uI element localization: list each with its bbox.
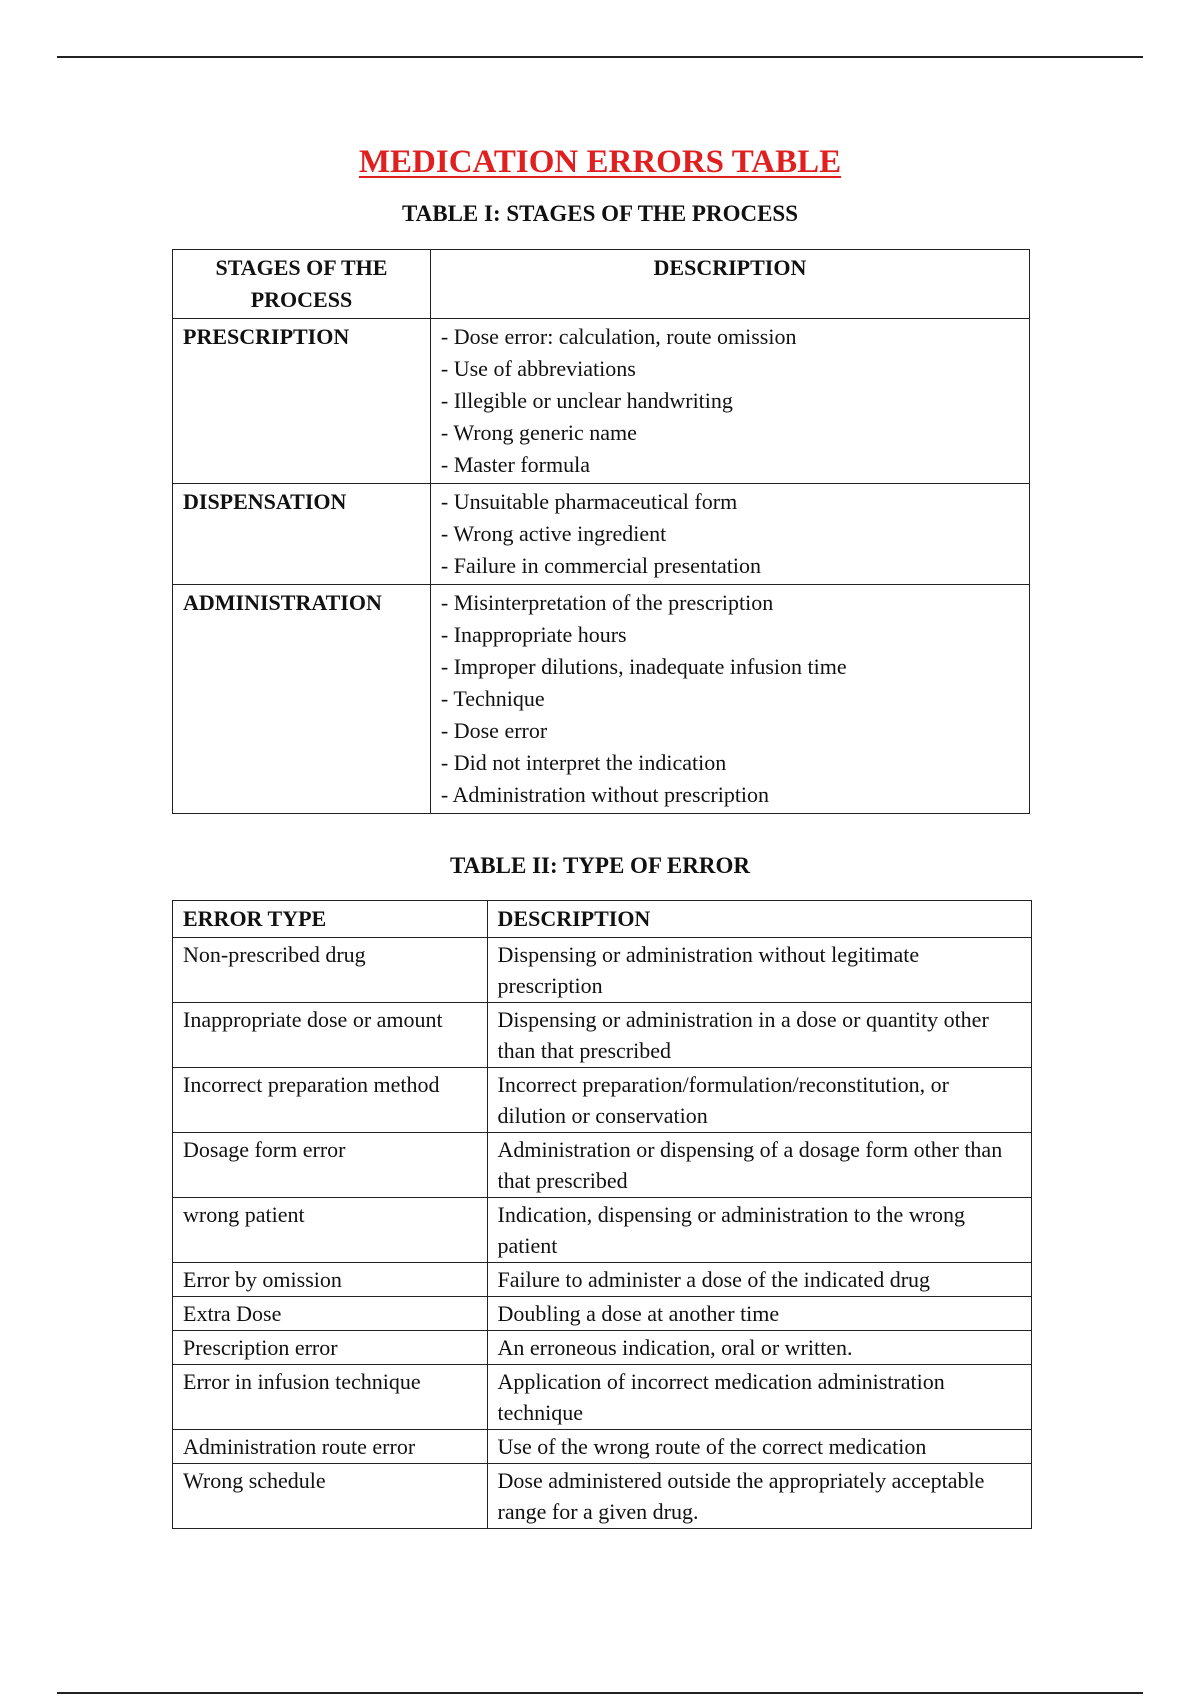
table-row	[173, 1464, 1032, 1529]
table-row	[173, 319, 1030, 484]
description-item: - Administration without prescription	[440, 782, 770, 807]
stages-table	[172, 249, 1030, 814]
table-row	[173, 585, 1030, 814]
error-description-cell: Incorrect preparation/formulation/reconstitution, or dilution or conservation	[487, 1068, 1031, 1133]
error-description-cell: Dispensing or administration in a dose or quantity other than that prescribed	[487, 1003, 1031, 1068]
table-header-row	[173, 901, 1032, 938]
description-cell	[430, 585, 1029, 814]
table-1-caption: TABLE I: STAGES OF THE PROCESS	[401, 201, 798, 226]
description-item: - Misinterpretation of the prescription	[440, 590, 774, 615]
description-item: - Technique	[440, 686, 545, 711]
error-type-cell: Dosage form error	[173, 1133, 488, 1198]
stage-cell: PRESCRIPTION	[173, 319, 431, 484]
error-description-cell: Use of the wrong route of the correct medication	[487, 1430, 1031, 1464]
description-cell	[430, 319, 1029, 484]
table-row	[173, 1133, 1032, 1198]
table-header-row	[173, 250, 1030, 319]
error-type-cell: Inappropriate dose or amount	[173, 1003, 488, 1068]
error-description-cell: Doubling a dose at another time	[487, 1297, 1031, 1331]
error-description-cell: Indication, dispensing or administration to the wrong patient	[487, 1198, 1031, 1263]
error-type-cell: Error by omission	[173, 1263, 488, 1297]
error-type-cell: Incorrect preparation method	[173, 1068, 488, 1133]
description-item: - Dose error	[440, 718, 548, 743]
table-row	[173, 1263, 1032, 1297]
description-item: - Unsuitable pharmaceutical form	[440, 489, 738, 514]
error-description-cell: An erroneous indication, oral or written.	[487, 1331, 1031, 1365]
description-item: - Master formula	[440, 452, 590, 477]
description-item: - Failure in commercial presentation	[440, 553, 762, 578]
column-header-stage: STAGES OF THE PROCESS	[173, 250, 431, 319]
document-title: MEDICATION ERRORS TABLE	[358, 144, 842, 180]
error-type-cell: wrong patient	[173, 1198, 488, 1263]
table-row	[173, 1198, 1032, 1263]
error-description-cell: Dose administered outside the appropriately acceptable range for a given drug.	[487, 1464, 1031, 1529]
table-row	[173, 1430, 1032, 1464]
error-description-cell: Administration or dispensing of a dosage form other than that prescribed	[487, 1133, 1031, 1198]
table-row	[173, 484, 1030, 585]
error-type-cell: Error in infusion technique	[173, 1365, 488, 1430]
table-row	[173, 938, 1032, 1003]
table-row	[173, 1003, 1032, 1068]
error-description-cell: Application of incorrect medication administration technique	[487, 1365, 1031, 1430]
description-item: - Inappropriate hours	[440, 622, 627, 647]
error-type-cell: Wrong schedule	[173, 1464, 488, 1529]
description-item: - Did not interpret the indication	[440, 750, 727, 775]
error-description-cell: Dispensing or administration without legitimate prescription	[487, 938, 1031, 1003]
top-rule	[57, 56, 1143, 58]
error-type-cell: Administration route error	[173, 1430, 488, 1464]
table-row	[173, 1331, 1032, 1365]
table-row	[173, 1297, 1032, 1331]
description-item: - Wrong generic name	[440, 420, 637, 445]
description-item: - Illegible or unclear handwriting	[440, 388, 733, 413]
bottom-rule	[57, 1692, 1143, 1694]
description-item: - Use of abbreviations	[440, 356, 636, 381]
stage-cell: ADMINISTRATION	[173, 585, 431, 814]
description-item: - Improper dilutions, inadequate infusion time	[440, 654, 847, 679]
column-header-error-type: ERROR TYPE	[173, 901, 488, 938]
column-header-description: DESCRIPTION	[430, 250, 1029, 319]
error-type-cell: Prescription error	[173, 1331, 488, 1365]
description-item: - Wrong active ingredient	[440, 521, 667, 546]
table-2-caption: TABLE II: TYPE OF ERROR	[450, 853, 750, 878]
table-row	[173, 1365, 1032, 1430]
stage-cell: DISPENSATION	[173, 484, 431, 585]
error-type-cell: Extra Dose	[173, 1297, 488, 1331]
error-types-table	[172, 900, 1032, 1529]
table-row	[173, 1068, 1032, 1133]
description-item: - Dose error: calculation, route omission	[440, 324, 797, 349]
error-type-cell: Non-prescribed drug	[173, 938, 488, 1003]
description-cell	[430, 484, 1029, 585]
column-header-description: DESCRIPTION	[487, 901, 1031, 938]
error-description-cell: Failure to administer a dose of the indicated drug	[487, 1263, 1031, 1297]
